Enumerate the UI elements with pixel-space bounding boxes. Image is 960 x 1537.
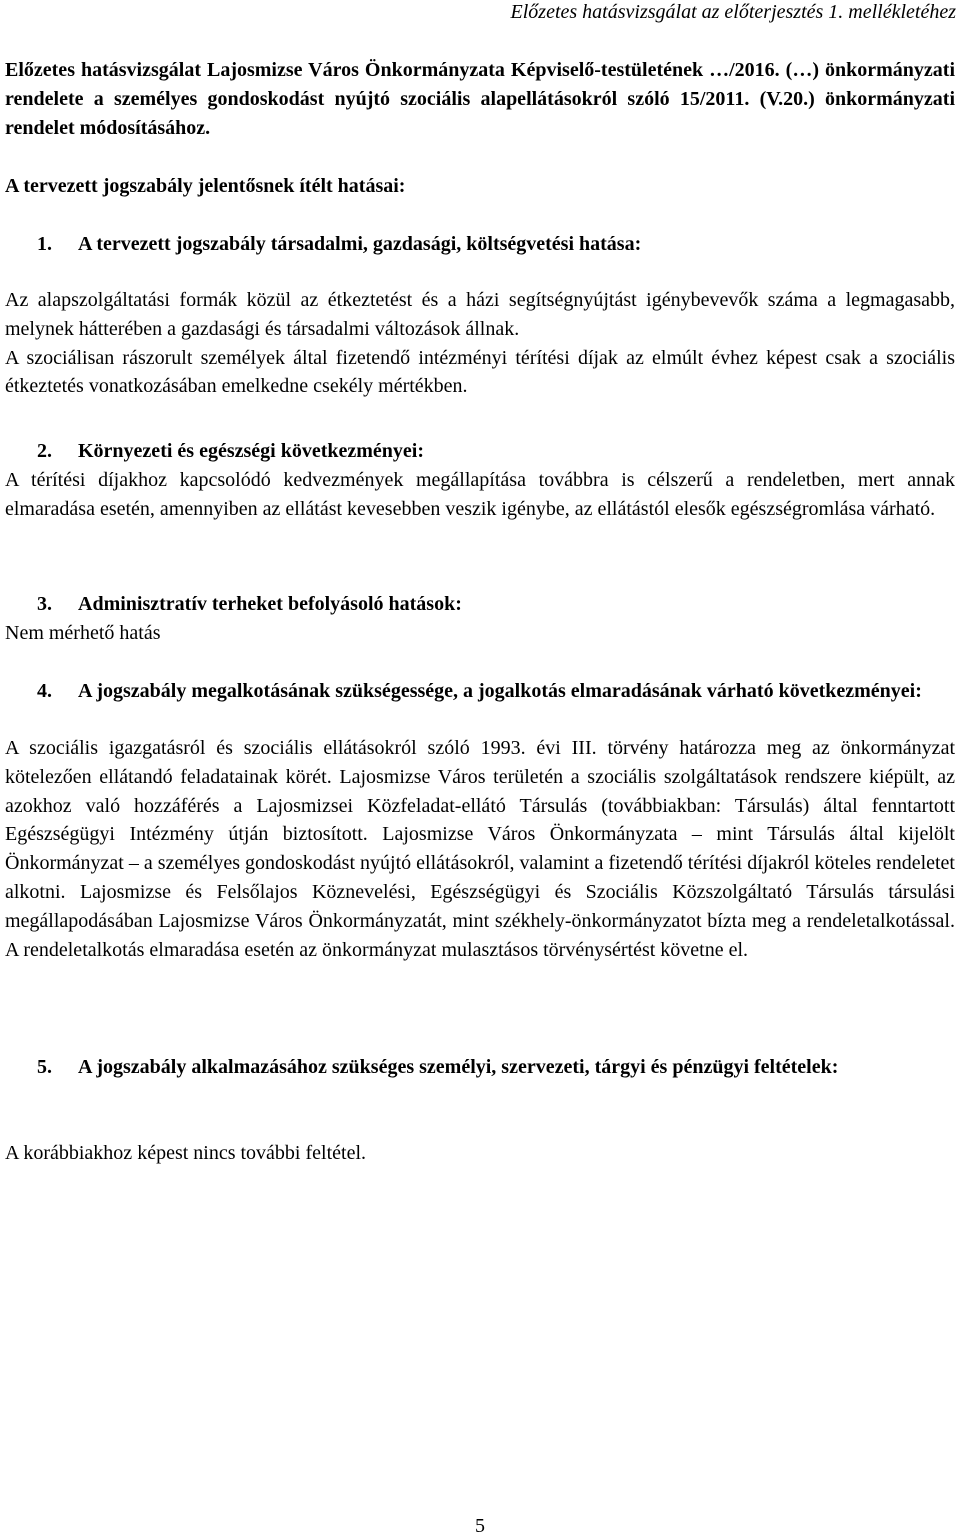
section-number: 4. bbox=[37, 680, 52, 702]
paragraph: Az alapszolgáltatási formák közül az étkeztetést és a házi segítségnyújtást igénybevevők száma a legmagasabb, melynek hátterében a gazdasági és társadalmi változások állnak. bbox=[5, 289, 955, 340]
section-title: Adminisztratív terheket befolyásoló hatások: bbox=[78, 593, 462, 615]
section-5-heading bbox=[37, 1053, 955, 1082]
section-title: A tervezett jogszabály társadalmi, gazdasági, költségvetési hatása: bbox=[78, 233, 642, 255]
section-number: 2. bbox=[37, 440, 52, 462]
section-3-heading bbox=[37, 590, 462, 618]
section-2-heading bbox=[37, 437, 424, 465]
section-5-body bbox=[5, 1139, 955, 1168]
paragraph: Nem mérhető hatás bbox=[5, 622, 161, 644]
document-subtitle: A tervezett jogszabály jelentősnek ítélt hatásai: bbox=[5, 175, 406, 197]
paragraph: A korábbiakhoz képest nincs további feltétel. bbox=[5, 1142, 367, 1164]
document-title: Előzetes hatásvizsgálat Lajosmizse Város Önkormányzata Képviselő-testületének …/2016. (…) önkormányzati rendelete a személyes gondoskodást nyújtó szociális alapellátásokról szóló 15/2011. (V.20.) önkormányzati rendelet módosításához. bbox=[5, 59, 955, 139]
section-title: Környezeti és egészségi következményei: bbox=[78, 440, 424, 462]
page-number: 5 bbox=[475, 1515, 485, 1537]
section-number: 5. bbox=[37, 1056, 52, 1078]
section-3-body bbox=[5, 619, 955, 648]
section-1-heading bbox=[37, 230, 641, 258]
section-4-heading bbox=[37, 677, 955, 706]
paragraph: A térítési díjakhoz kapcsolódó kedvezmények megállapítása továbbra is célszerű a rendeletben, mert annak elmaradása esetén, amennyiben az ellátást kevesebben veszik igénybe, az ellátástól elesők egészségromlása várható. bbox=[5, 469, 955, 520]
paragraph: A szociálisan rászorult személyek által fizetendő intézményi térítési díjak az elmúlt évhez képest csak a szociális étkeztetés vonatkozásában emelkedne csekély mértékben. bbox=[5, 346, 955, 398]
section-4-body bbox=[5, 734, 955, 964]
section-2-body bbox=[5, 466, 955, 524]
paragraph: A szociális igazgatásról és szociális ellátásokról szóló 1993. évi III. törvény határozza meg az önkormányzat kötelezően ellátandó feladatainak körét. Lajosmizse Város területén a szociális szolgáltatások rendszere kiépült, az azokhoz való hozzáférés a Lajosmizsei Közfeladat-ellátó Társulás (továbbiakban: Társulás) által fenntartott Egészségügyi Intézmény útján biztosított. Lajosmizse Város Önkormányzata – mint Társulás által kijelölt Önkormányzat – a személyes gondoskodást nyújtó ellátásokról, valamint a fizetendő térítési díjakról köteles rendeletet alkotni. Lajosmizse és Felsőlajos Köznevelési, Egészségügyi és Szociális Közszolgáltató Társulás társulási megállapodásában Lajosmizse Város Önkormányzatát, mint székhely-önkormányzatot bízta meg a rendeletalkotással. A rendeletalkotás elmaradása esetén az önkormányzat mulasztásos törvénysértést követne el. bbox=[5, 737, 955, 961]
section-number: 3. bbox=[37, 593, 52, 615]
section-1-body bbox=[5, 286, 955, 401]
page-header: Előzetes hatásvizsgálat az előterjesztés 1. mellékletéhez bbox=[510, 1, 956, 23]
section-title: A jogszabály megalkotásának szükségessége, a jogalkotás elmaradásának várható következményei: bbox=[78, 680, 922, 702]
section-number: 1. bbox=[37, 233, 52, 255]
section-title: A jogszabály alkalmazásához szükséges személyi, szervezeti, tárgyi és pénzügyi feltételek: bbox=[78, 1056, 839, 1078]
